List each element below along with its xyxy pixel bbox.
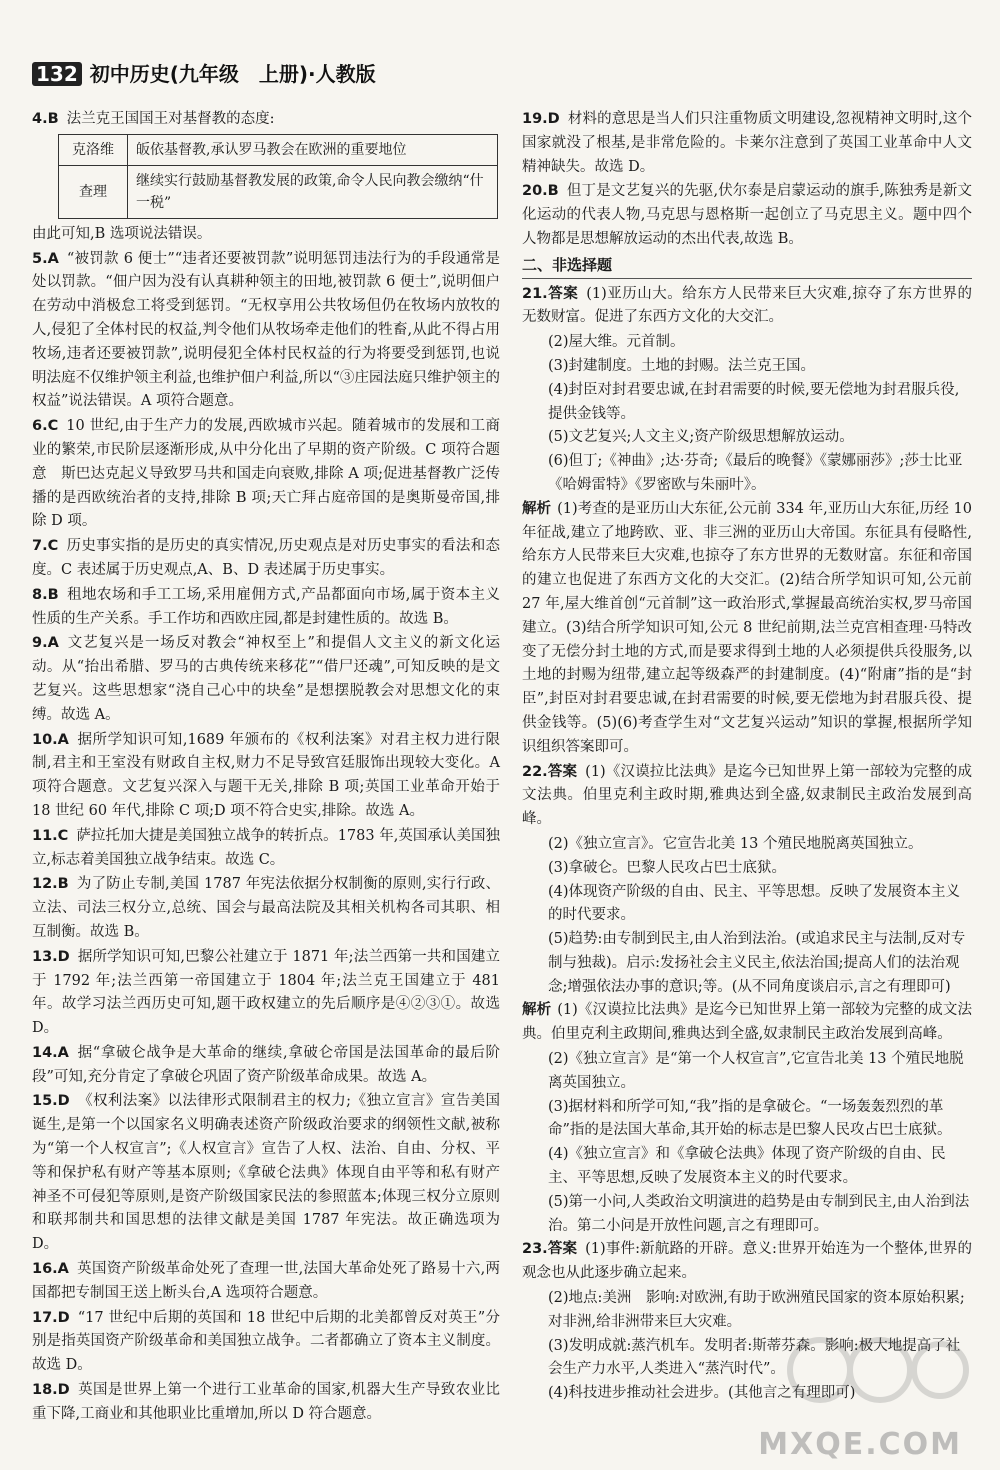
analysis-text: (1)《汉谟拉比法典》是迄今已知世界上第一部较为完整的成文法典。伯里克利主政期间,雅典达到全盛,奴隶制民主政治发展到高峰。 (522, 1002, 973, 1043)
answer-number: 23.答案 (522, 1241, 578, 1258)
answer-item (32, 825, 500, 873)
answer-number: 8.B (32, 586, 59, 603)
table-cell-value: 皈依基督教,承认罗马教会在欧洲的重要地位 (128, 134, 498, 165)
left-column (32, 108, 500, 1428)
answer-item-4 (32, 108, 500, 132)
answer-number: 16.A (32, 1261, 69, 1278)
page-number: 132 (32, 62, 82, 86)
answer-intro: 法兰克王国国王对基督教的态度: (66, 111, 275, 127)
table-cell-value: 继续实行鼓励基督教发展的政策,命令人民向教会缴纳“什一税” (128, 165, 498, 218)
answer-text: 英国资产阶级革命处死了查理一世,法国大革命处死了路易十六,两国都把专制国王送上断头台,A 选项符合题意。 (32, 1261, 500, 1301)
answer-line: (6)但丁;《神曲》;达·芬奇;《最后的晚餐》《蒙娜丽莎》;莎士比亚《哈姆雷特》《罗密欧与朱丽叶》。 (548, 453, 963, 493)
left-answer-list (32, 248, 500, 1427)
answer-item (32, 1258, 500, 1306)
answer-line: (3)封建制度。土地的封赐。法兰克王国。 (548, 357, 816, 374)
table-cell-key: 查理 (59, 165, 128, 218)
table-cell-key: 克洛维 (59, 134, 128, 165)
answer-item (32, 584, 500, 632)
analysis-line: (4)《独立宣言》和《拿破仑法典》体现了资产阶级的自由、民主、平等思想,反映了发展资本主义的时代要求。 (548, 1146, 946, 1187)
answer-line: (1)亚历山大。给东方人民带来巨大灾难,掠夺了东方世界的无数财富。促进了东西方文化的大交汇。 (522, 285, 972, 326)
answer-line: (2)《独立宣言》。它宣告北美 13 个殖民地脱离英国独立。 (548, 835, 923, 852)
answer-text: 萨拉托加大捷是美国独立战争的转折点。1783 年,英国承认美国独立,标志着美国独立战争结束。故选 C。 (32, 827, 500, 868)
answer-text: “17 世纪中后期的英国和 18 世纪中后期的北美都曾反对英王”分别是指英国资产阶级革命和美国独立战争。二者都确立了资本主义制度。故选 D。 (32, 1309, 500, 1374)
answer-line: (1)事件:新航路的开辟。意义:世界开始连为一个整体,世界的观念也从此逐步确立起来。 (522, 1241, 973, 1282)
answer-number: 13.D (32, 948, 70, 965)
answer-text: 材料的意思是当人们只注重物质文明建设,忽视精神文明时,这个国家就没了根基,是非常危险的。卡莱尔注意到了英国工业革命中人文精神缺失。故选 D。 (522, 111, 972, 175)
table-row (59, 134, 498, 165)
king-attitude-table (58, 134, 498, 219)
answer-item (32, 729, 500, 824)
answer-number: 14.A (32, 1044, 69, 1061)
answer-text: 据“拿破仑战争是大革命的继续,拿破仑帝国是法国革命的最后阶段”可知,充分肯定了拿破仑巩固了资产阶级革命成果。故选 A。 (32, 1044, 500, 1085)
answer-number: 18.D (32, 1382, 70, 1399)
analysis-line: (3)据材料和所学可知,“我”指的是拿破仑。“一场轰轰烈烈的革命”指的是法国大革命,其开始的标志是巴黎人民攻占巴士底狱。 (548, 1098, 952, 1139)
answer-item (32, 946, 500, 1041)
answer-text: 为了防止专制,美国 1787 年宪法依据分权制衡的原则,实行行政、立法、司法三权分立,总统、国会与最高法院及其相关机构各司其职、相互制衡。故选 B。 (32, 876, 500, 940)
answer-text: 据所学知识可知,1689 年颁布的《权利法案》对君主权力进行限制,君主和王室没有财政自主权,财力不足导致宫廷服饰出现较大变化。A 项符合题意。文艺复兴深入与题干无关,排除 B 项;英国工业革命开始于 18 世纪 60 年代,排除 C 项;D 项不符合史实,排除。故选 A。 (32, 731, 500, 819)
book-title: 初中历史(九年级 上册)·人教版 (89, 62, 376, 86)
analysis-line: (2)《独立宣言》是“第一个人权宣言”,它宣告北美 13 个殖民地脱离英国独立。 (548, 1051, 964, 1091)
analysis-21 (522, 498, 972, 760)
right-column (522, 108, 972, 1406)
answer-line: (1)《汉谟拉比法典》是迄今已知世界上第一部较为完整的成文法典。伯里克利主政时期,雅典达到全盛,奴隶制民主政治发展到高峰。 (522, 763, 973, 828)
section-title: 二、非选择题 (522, 254, 972, 279)
answer-item-22 (522, 761, 972, 832)
answer-line: (4)体现资产阶级的自由、民主、平等思想。反映了发展资本主义的时代要求。 (548, 883, 961, 924)
right-answer-list (522, 108, 972, 252)
analysis-22 (522, 999, 972, 1047)
answer-number: 9.A (32, 635, 59, 652)
answer-number: 12.B (32, 876, 69, 893)
answer-text: 10 世纪,由于生产力的发展,西欧城市兴起。随着城市的发展和工商业的繁荣,市民阶层逐渐形成,从中分化出了早期的资产阶级。C 项符合题意 斯巴达克起义导致罗马共和国走向衰败,排除 A 项;促进基督教广泛传播的是西欧统治者的支持,排除 B 项;天亡拜占庭帝国的是奥斯曼帝国,排除 D 项。 (32, 418, 500, 530)
answer-text: 据所学知识可知,巴黎公社建立于 1871 年;法兰西第一共和国建立于 1792 年;法兰西第一帝国建立于 1804 年;法兰克王国建立于 481 年。故学习法兰西历史可知,题干政权建立的先后顺序是④②③①。故选 D。 (32, 948, 500, 1037)
table-row (59, 165, 498, 218)
answer-item (32, 248, 500, 415)
answer-text: 历史事实指的是历史的真实情况,历史观点是对历史事实的看法和态度。C 表述属于历史观点,A、B、D 表述属于历史事实。 (32, 538, 500, 578)
answer-line: (2)屋大维。元首制。 (548, 334, 685, 351)
answer-number: 10.A (32, 731, 69, 748)
answer-item (522, 180, 972, 251)
answer-number: 7.C (32, 538, 59, 555)
answer-item (32, 632, 500, 727)
answer-item-21 (522, 283, 972, 331)
answer-item (32, 415, 500, 534)
answer-text: 但丁是文艺复兴的先驱,伏尔泰是启蒙运动的旗手,陈独秀是新文化运动的代表人物,马克思与恩格斯一起创立了马克思主义。题中四个人物都是思想解放运动的杰出代表,故选 B。 (522, 183, 972, 247)
answer-line: (3)发明成就:蒸汽机车。发明者:斯蒂芬森。影响:极大地提高了社会生产力水平,人类进入“蒸汽时代”。 (548, 1337, 961, 1378)
answer-item (32, 1307, 500, 1378)
analysis-text: (1)考查的是亚历山大东征,公元前 334 年,亚历山大东征,历经 10 年征战,建立了地跨欧、亚、非三洲的亚历山大帝国。东征具有侵略性,给东方人民带来巨大灾难,也掠夺了东方世界的无数财富。东征和帝国的建立也促进了东西方文化的大交汇。(2)结合所学知识可知,公元前 27 年,屋大维首创“元首制”这一政治形式,掌握最高统治实权,罗马帝国建立。(3)结合所学知识可知,公元 8 世纪前期,法兰克宫相查理·马特改变了无偿分封土地的方式,而是要求得到土地的人必须提供兵役服务,以土地的封赐为纽带,建立起等级森严的封建制度。(4)“附庸”指的是“封臣”,封臣对封君要忠诚,在封君需要的时候,要无偿地为封君服兵役、提供金钱等。(5)(6)考查学生对“文艺复兴运动”知识的掌握,根据所学知识组织答案即可。 (522, 500, 972, 755)
answer-line: (3)拿破仑。巴黎人民攻占巴士底狱。 (548, 859, 787, 876)
answer-number: 20.B (522, 183, 559, 200)
answer-number: 17.D (32, 1309, 70, 1326)
answer-number: 19.D (522, 111, 560, 127)
answer-number: 22.答案 (522, 763, 578, 780)
answer-number: 11.C (32, 827, 69, 844)
answer-text: 英国是世界上第一个进行工业革命的国家,机器大生产导致农业比重下降,工商业和其他职业比重增加,所以 D 符合题意。 (32, 1382, 500, 1422)
analysis-label: 解析 (522, 500, 552, 517)
answer-line: (5)趋势:由专制到民主,由人治到法治。(或追求民主与法制,反对专制与独裁)。启示:发扬社会主义民主,依法治国;提高人们的法治观念;增强依法办事的意识;等。(从不同角度谈启示,言之有理即可) (548, 931, 966, 995)
answer-text: “被罚款 6 便士”“违者还要被罚款”说明惩罚违法行为的手段通常是处以罚款。“佃户因为没有认真耕种领主的田地,被罚款 6 便士”,说明佃户在劳动中消极怠工将受到惩罚。“无权享用公共牧场但仍在牧场内放牧的人,侵犯了全体村民的权益,判令他们从牧场牵走他们的牲畜,从此不得占用牧场,违者还要被罚款”,说明侵犯全体村民权益的行为将要受到惩罚,也说明法庭不仅维护领主利益,也维护佃户利益,所以“③庄园法庭只维护领主的权益”说法错误。A 项符合题意。 (32, 250, 500, 410)
answer-text: 《权利法案》以法律形式限制君主的权力;《独立宣言》宣告美国诞生,是第一个以国家名义明确表述资产阶级政治要求的纲领性文献,被称为“第一个人权宣言”;《人权宣言》宣告了人权、法治、自由、分权、平等和保护私有财产等基本原则;《拿破仑法典》体现自由平等和私有财产神圣不可侵犯等原则,是资产阶级国家民法的参照蓝本;体现三权分立原则和联邦制共和国思想的法律文献是美国 1787 年宪法。故正确选项为 D。 (32, 1093, 500, 1253)
answer-number: 5.A (32, 250, 59, 267)
answer-item (32, 1042, 500, 1090)
answer-conclusion: 由此可知,B 选项说法错误。 (32, 225, 212, 242)
answer-item (522, 108, 972, 179)
answer-item-23 (522, 1238, 972, 1286)
answer-item (32, 535, 500, 583)
watermark-text: MXQE.COM (758, 1427, 962, 1462)
answer-number: 21.答案 (522, 285, 579, 302)
answer-item (32, 1090, 500, 1257)
answer-line: (4)封臣对封君要忠诚,在封君需要的时候,要无偿地为封君服兵役,提供金钱等。 (548, 381, 960, 422)
answer-line: (2)地点:美洲 影响:对欧洲,有助于欧洲殖民国家的资本原始积累;对非洲,给非洲带来巨大灾难。 (548, 1290, 965, 1330)
answer-number: 15.D (32, 1093, 70, 1110)
answer-text: 租地农场和手工工场,采用雇佣方式,产品都面向市场,属于资本主义性质的生产关系。手工作坊和西欧庄园,都是封建性质的。故选 B。 (32, 586, 500, 627)
analysis-label: 解析 (522, 1002, 552, 1019)
answer-line: (4)科技进步推动社会进步。(其他言之有理即可) (548, 1385, 856, 1402)
analysis-line: (5)第一小问,人类政治文明演进的趋势是由专制到民主,由人治到法治。第二小问是开放性问题,言之有理即可。 (548, 1193, 970, 1234)
answer-line: (5)文艺复兴;人文主义;资产阶级思想解放运动。 (548, 429, 854, 446)
answer-text: 文艺复兴是一场反对教会“神权至上”和提倡人文主义的新文化运动。从“抬出希腊、罗马的古典传统来移花”“借尸还魂”,可知反映的是文艺复兴。这些思想家“浇自己心中的块垒”是想摆脱教会对思想文化的束缚。故选 A。 (32, 635, 500, 723)
answer-item (32, 1379, 500, 1427)
answer-number: 4.B (32, 111, 59, 127)
answer-item (32, 873, 500, 944)
page-header (32, 58, 376, 87)
answer-number: 6.C (32, 418, 59, 435)
